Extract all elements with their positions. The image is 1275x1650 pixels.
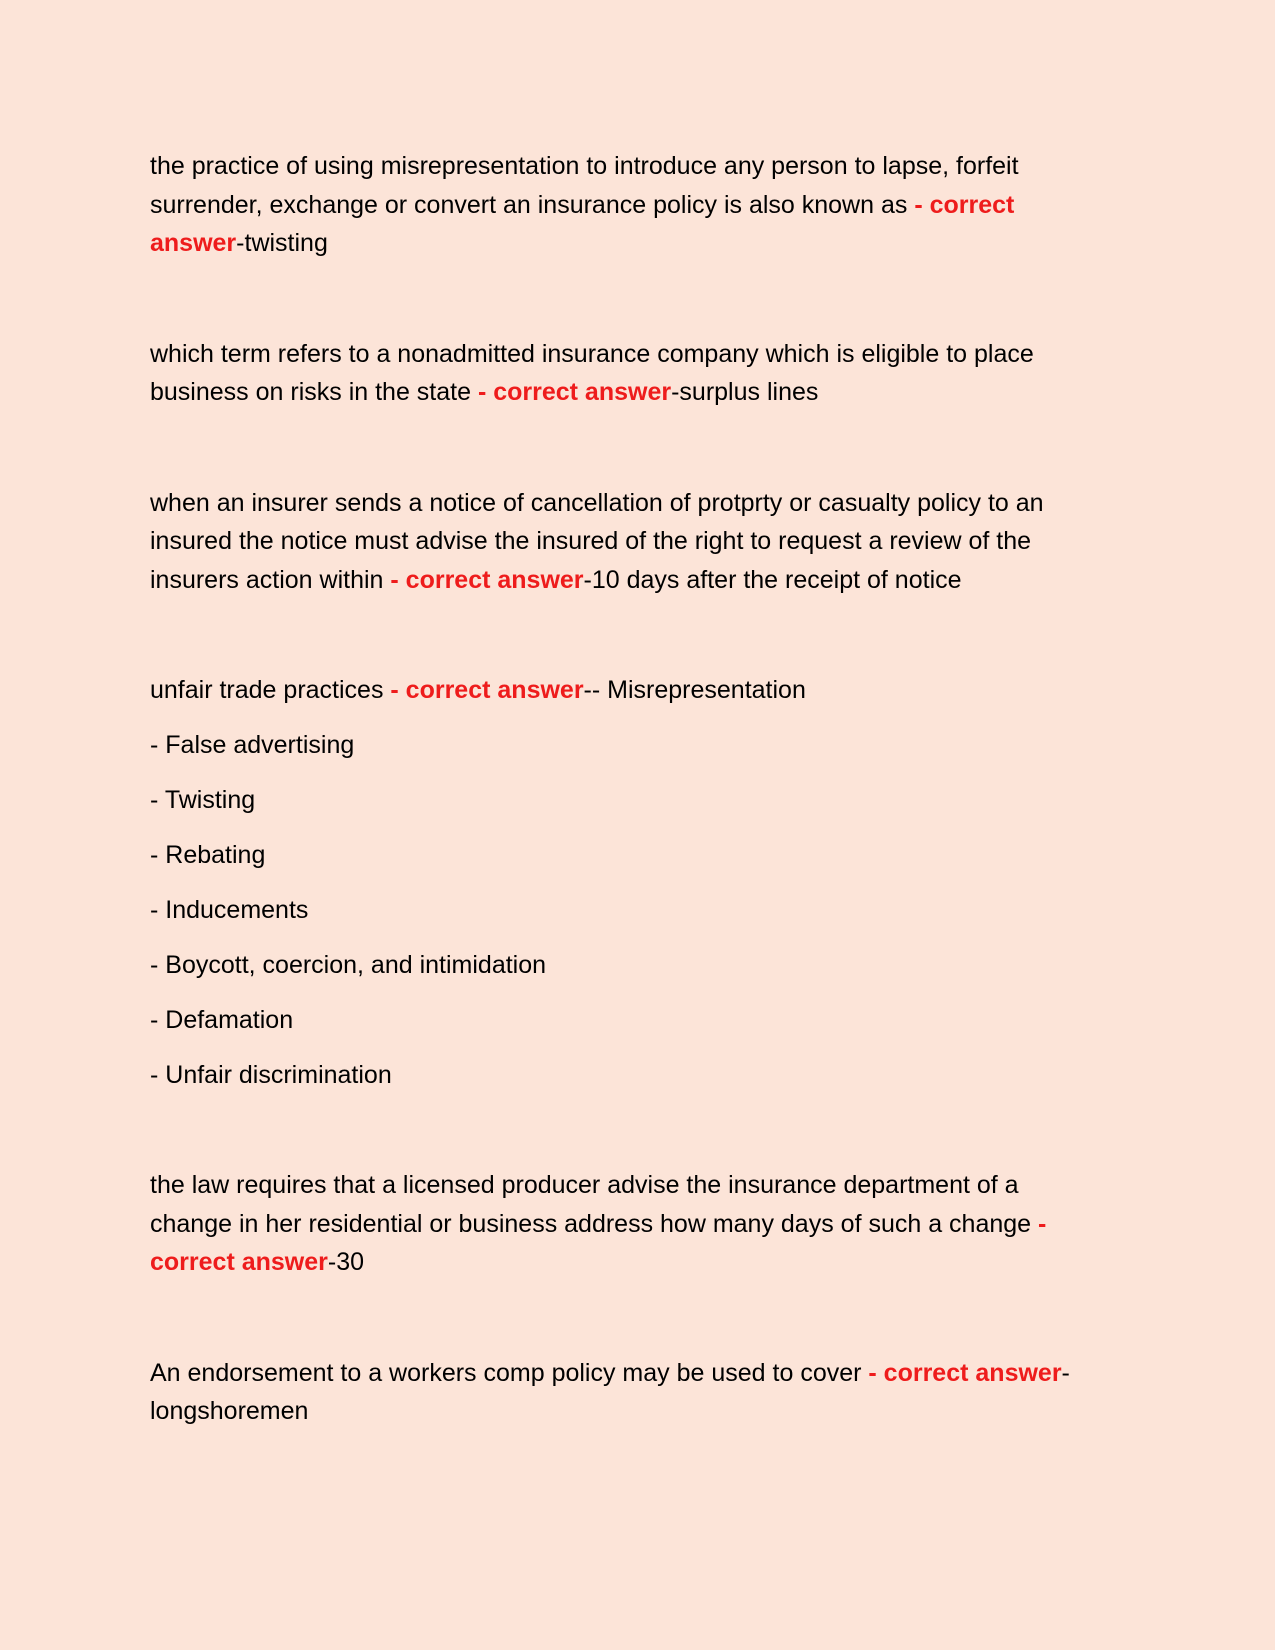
qa-item-workers-comp-endorsement <box>150 1354 1085 1431</box>
question-text: the law requires that a licensed producer advise the insurance department of a change in her residential or business address how many days of such a change <box>150 1171 1039 1238</box>
list-item: - Unfair discrimination <box>150 1060 392 1089</box>
answer-text: -surplus lines <box>671 378 819 406</box>
answer-text: -twisting <box>236 229 328 257</box>
list-item: - Defamation <box>150 1005 294 1034</box>
list-item: - Rebating <box>150 840 266 869</box>
question-text: unfair trade practices <box>150 676 391 704</box>
qa-item-unfair-trade-practices <box>150 671 1085 1094</box>
correct-answer-label: - correct answer <box>477 378 672 406</box>
qa-item-surplus-lines <box>150 335 1085 412</box>
question-text: An endorsement to a workers comp policy may be used to cover <box>150 1358 869 1387</box>
correct-answer-label: - correct answer <box>150 1209 1047 1276</box>
list-item: - Boycott, coercion, and intimidation <box>150 950 547 979</box>
answer-text: -10 days after the receipt of notice <box>583 565 962 594</box>
qa-item-cancellation-notice <box>150 484 1085 600</box>
question-text: the practice of using misrepresentation to introduce any person to lapse, forfeit surrender, exchange or convert an insurance policy is also known as <box>150 152 1019 219</box>
qa-item-twisting <box>150 147 1085 263</box>
list-item: - Inducements <box>150 895 309 924</box>
question-text: when an insurer sends a notice of cancellation of protprty or casualty policy to an insured the notice must advise the insured of the right to request a review of the insurers action within <box>150 488 1044 594</box>
list-item: - Twisting <box>150 785 256 814</box>
list-item: - False advertising <box>150 730 355 759</box>
correct-answer-label: - correct answer <box>150 190 1015 257</box>
question-text: which term refers to a nonadmitted insurance company which is eligible to place business on risks in the state <box>150 339 1034 406</box>
list-question <box>150 671 1085 710</box>
qa-item-address-change <box>150 1166 1085 1282</box>
correct-answer-label: - correct answer <box>390 565 584 594</box>
answer-text: -30 <box>327 1248 365 1276</box>
answer-text: -longshoremen <box>150 1358 1070 1425</box>
correct-answer-label: - correct answer <box>390 676 584 704</box>
answer-text: -- Misrepresentation <box>583 676 806 704</box>
correct-answer-label: - correct answer <box>868 1358 1062 1387</box>
